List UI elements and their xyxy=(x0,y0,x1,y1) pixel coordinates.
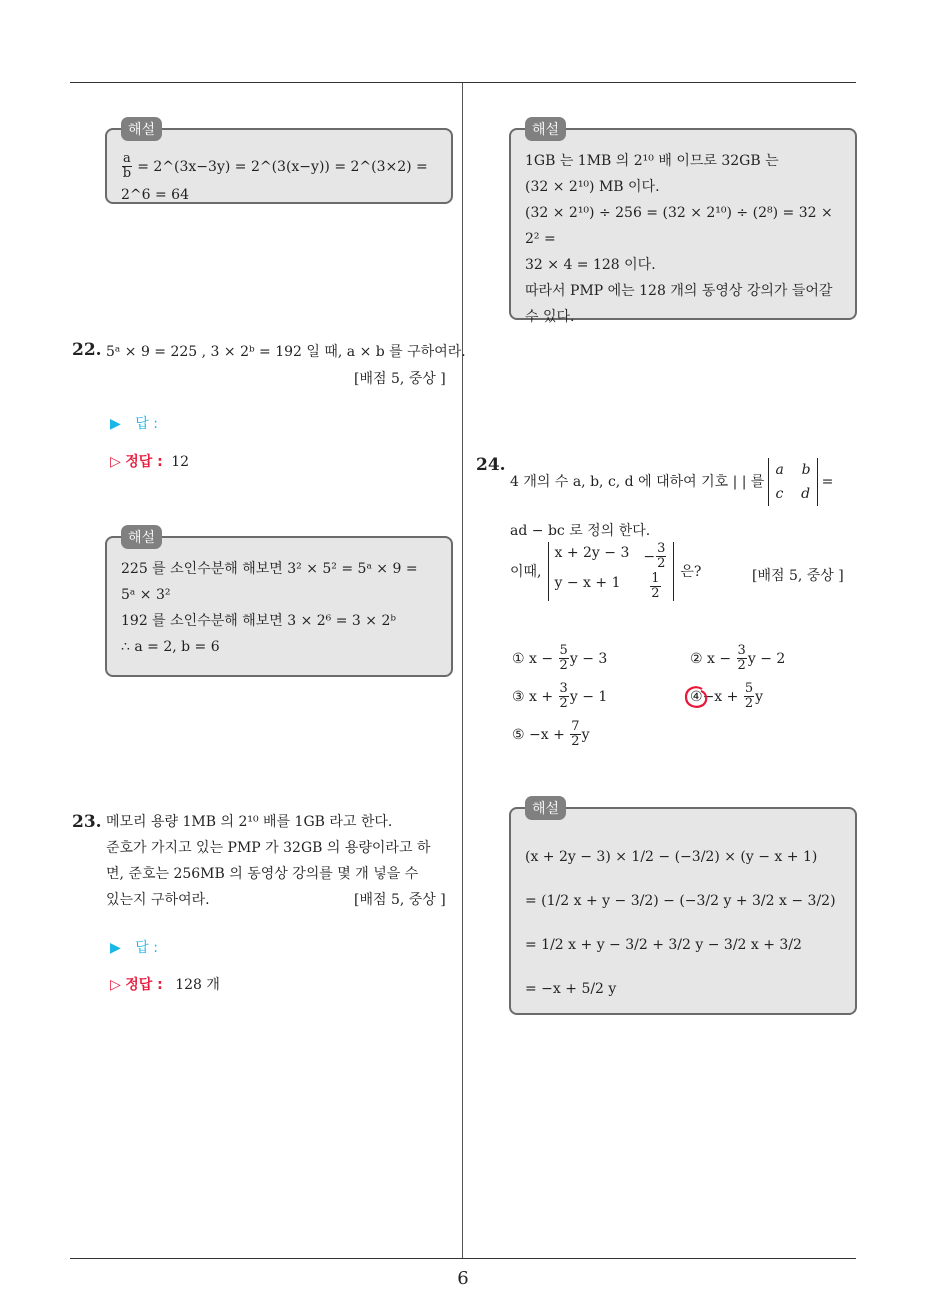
top-rule xyxy=(70,82,856,83)
q24-line1: 4 개의 수 a, b, c, d 에 대하여 기호 | | 를 a b c d = xyxy=(510,458,833,506)
play-icon: ▶ xyxy=(110,416,121,432)
q23-solution-box: 해설 1GB 는 1MB 의 2¹⁰ 배 이므로 32GB 는 (32 × 2¹⁰) MB 이다. (32 × 2¹⁰) ÷ 256 = (32 × 2¹⁰) ÷ (2⁸) = 32 × 2² = 32 × 4 = 128 이다. 따라서 PMP 에는 128 개의 동영상 강의가 들어갈 수 있다. xyxy=(509,128,857,320)
q21-solution: $\frac{a}{b}$ = 2^(3x−3y) = 2^(3(x−y)) = 2^(3×2) = 2^6 = 64 xyxy=(121,151,428,203)
triangle-outline-icon: ▷ xyxy=(110,454,121,470)
play-icon: ▶ xyxy=(110,940,121,956)
q22-correct: ▷ 정답 : 12 xyxy=(110,454,190,470)
q24-points: [배점 5, 중상 ] xyxy=(752,568,844,584)
q24-line2: ad − bc 로 정의 한다. xyxy=(510,523,651,539)
answer-circle-mark xyxy=(682,684,712,712)
q23-points: [배점 5, 중상 ] xyxy=(354,892,446,908)
triangle-outline-icon: ▷ xyxy=(110,977,121,993)
q24-line3: 이때, x + 2y − 3 − $\frac{3}{2}$ y − x + 1 $\frac{1}{2}$ 은? xyxy=(510,541,702,601)
q22-answer: ▶ 답 : xyxy=(110,416,158,432)
q21-solution-box xyxy=(105,122,453,204)
q22-solution: 225 를 소인수분해 해보면 3² × 5² = 5ᵃ × 9 = 5ᵃ × 3² 192 를 소인수분해 해보면 3 × 2⁶ = 3 × 2ᵇ ∴ a = 2, b = 6 xyxy=(121,561,418,655)
q23-number: 23. xyxy=(72,812,102,832)
q22-points: [배점 5, 중상 ] xyxy=(354,371,446,387)
q23-solution: 1GB 는 1MB 의 2¹⁰ 배 이므로 32GB 는 (32 × 2¹⁰) MB 이다. (32 × 2¹⁰) ÷ 256 = (32 × 2¹⁰) ÷ (2⁸) = 32 × 2² = 32 × 4 = 128 이다. 따라서 PMP 에는 128 개의 동영상 강의가 들어갈 수 있다. xyxy=(525,153,833,325)
q22-text: 5ᵃ × 9 = 225 , 3 × 2ᵇ = 192 일 때, a × b 를 구하여라. xyxy=(106,344,466,360)
q24-number: 24. xyxy=(476,455,506,475)
page-number: 6 xyxy=(457,1268,469,1289)
q24-option-2[interactable]: ② x − $\frac{3}{2}$ y − 2 xyxy=(690,643,786,674)
column-divider xyxy=(462,83,463,1258)
q23-text: 메모리 용량 1MB 의 2¹⁰ 배를 1GB 라고 한다. 준호가 가지고 있는 PMP 가 32GB 의 용량이라고 하 면, 준호는 256MB 의 동영상 강의를 몇 개 넣을 수 있는지 구하여라. xyxy=(106,814,431,908)
q24-solution-box: 해설 (x + 2y − 3) × 1/2 − (−3/2) × (y − x + 1) = (1/2 x + y − 3/2) − (−3/2 y + 3/2 x − 3/2) = 1/2 x + y − 3/2 + 3/2 y − 3/2 x + 3/2 = −x + 5/2 y xyxy=(509,807,857,1015)
q24-option-3[interactable]: ③ x + $\frac{3}{2}$ y − 1 xyxy=(512,681,608,712)
q24-determinant: x + 2y − 3 − $\frac{3}{2}$ y − x + 1 $\frac{1}{2}$ xyxy=(548,542,675,601)
q23-answer: ▶ 답 : xyxy=(110,940,158,956)
q24-option-1[interactable]: ① x − $\frac{5}{2}$ y − 3 xyxy=(512,643,608,674)
q24-solution: (x + 2y − 3) × 1/2 − (−3/2) × (y − x + 1) = (1/2 x + y − 3/2) − (−3/2 y + 3/2 x − 3/2) = 1/2 x + y − 3/2 + 3/2 y − 3/2 x + 3/2 = −x + 5/2 y xyxy=(525,849,836,997)
q22-solution-box: 해설 225 를 소인수분해 해보면 3² × 5² = 5ᵃ × 9 = 5ᵃ × 3² 192 를 소인수분해 해보면 3 × 2⁶ = 3 × 2ᵇ ∴ a = 2, b = 6 xyxy=(105,536,453,677)
q22-number: 22. xyxy=(72,340,102,360)
q24-option-5[interactable]: ⑤ −x + $\frac{7}{2}$ y xyxy=(512,719,590,750)
bottom-rule xyxy=(70,1258,856,1259)
q23-correct: ▷ 정답 : 128 개 xyxy=(110,977,220,993)
q24-option-4[interactable]: ④−x + $\frac{5}{2}$ y xyxy=(690,681,764,712)
explain-tag: 해설 xyxy=(121,117,162,141)
q24-symbol-matrix: a b c d xyxy=(768,458,817,506)
